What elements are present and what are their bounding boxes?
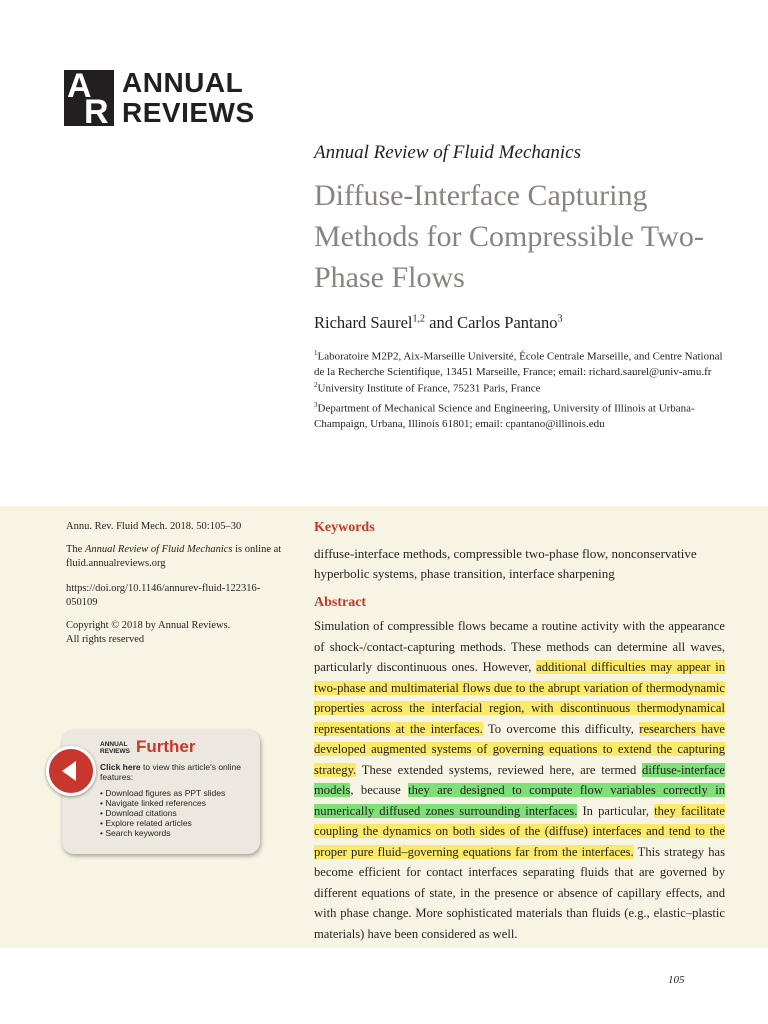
- list-item: • Navigate linked references: [100, 798, 225, 808]
- logo-wordmark: ANNUAL REVIEWS: [122, 67, 255, 128]
- keywords-text: diffuse-interface methods, compressible two-phase flow, nonconservative hyperbolic systems, phase transition, interface sharpening: [314, 546, 697, 581]
- doi-link[interactable]: https://doi.org/10.1146/annurev-fluid-122316-050109: [66, 583, 261, 608]
- online-notice: The Annual Review of Fluid Mechanics is online at fluid.annualreviews.org: [66, 544, 282, 569]
- article-title: Diffuse-Interface Capturing Methods for Compressible Two-Phase Flows: [314, 179, 704, 294]
- author-1-affil: 1,2: [412, 313, 426, 325]
- highlight-yellow: they facilitate coupling the dynamics on both sides of the (diffuse) interfaces and tend to the proper pure fluid–governing equations far from the interfaces.: [314, 803, 725, 859]
- further-box[interactable]: [62, 730, 260, 854]
- further-feature-list: [100, 788, 225, 838]
- list-item: • Explore related articles: [100, 818, 225, 828]
- annual-reviews-logo: [64, 67, 264, 131]
- click-here-link[interactable]: Click here: [100, 762, 141, 772]
- list-item: • Search keywords: [100, 828, 225, 838]
- author-1: Richard Saurel: [314, 313, 413, 332]
- abstract-heading: Abstract: [314, 595, 367, 610]
- highlight-green: diffuse-interface models: [314, 762, 725, 797]
- online-journal-link[interactable]: Annual Review of Fluid Mechanics: [84, 544, 233, 555]
- highlight-yellow: additional difficulties may appear in two-phase and multimaterial flows due to the abrupt variation of thermodynamic properties across the interfacial region, with discontinuous thermodynamical representations at the interfaces.: [314, 660, 725, 736]
- affiliation-3: $^3$Department of Mechanical Science and Engineering, University of Illinois at Urbana-Champaign, Urbana, Illinois 61801; email: cpantano@illinois.edu: [314, 401, 695, 430]
- further-title: Further: [136, 737, 196, 756]
- affiliation-2: $^2$University Institute of France, 75231 Paris, France: [314, 381, 541, 395]
- further-brand: ANNUAL REVIEWS: [100, 741, 130, 755]
- further-arrow-icon[interactable]: [46, 746, 96, 796]
- further-description: Click here to view this article's online features:: [100, 762, 242, 782]
- journal-name: Annual Review of Fluid Mechanics: [314, 142, 581, 163]
- author-2: Carlos Pantano: [457, 313, 558, 332]
- highlight-green: they are designed to compute flow variables correctly in numerically diffused zones surrounding interfaces.: [314, 783, 725, 818]
- author-line: Richard Saurel$^{1,2}$ and Carlos Pantano$^3$: [314, 313, 563, 332]
- citation: Annu. Rev. Fluid Mech. 2018. 50:105–30: [66, 521, 242, 532]
- keywords-heading: Keywords: [314, 520, 375, 535]
- abstract-text: Simulation of compressible flows became a routine activity with the appearance of shock-/contact-capturing methods. These methods can determine all waves, particularly discontinuous ones. However, additional difficulties may appear in two-phase and multimaterial flows due to the abrupt variation of thermodynamic properties across the interfacial region, with discontinuous thermodynamical representations at the interfaces. To overcome this difficulty, researchers have developed augmented systems of governing equations to extend the capturing strategy. These extended systems, reviewed here, are termed diffuse-interface models, because they are designed to compute flow variables correctly in numerically diffused zones surrounding interfaces. In particular, they facilitate coupling the dynamics on both sides of the (diffuse) interfaces and tend to the proper pure fluid–governing equations far from the interfaces. This strategy has become efficient for contact interfaces separating fluids that are governed by different equations of state, in the presence or absence of capillary effects, and with phase change. More sophisticated materials than fluids (e.g., elastic–plastic materials) have been considered as well.: [314, 619, 725, 941]
- list-item: • Download figures as PPT slides: [100, 788, 225, 798]
- copyright: Copyright © 2018 by Annual Reviews. All rights reserved: [66, 620, 231, 645]
- affiliation-1: $^1$Laboratoire M2P2, Aix-Marseille Université, École Centrale Marseille, and Centre National de la Recherche Scientifique, 13451 Marseille, France; email: richard.saurel@univ-amu.fr: [314, 349, 723, 378]
- page-number: 105: [668, 974, 685, 986]
- list-item: • Download citations: [100, 808, 225, 818]
- ar-logo-mark: A R: [64, 70, 114, 126]
- highlight-yellow: researchers have developed augmented systems of governing equations to extend the capturing strategy.: [314, 721, 725, 777]
- author-2-affil: 3: [557, 313, 563, 325]
